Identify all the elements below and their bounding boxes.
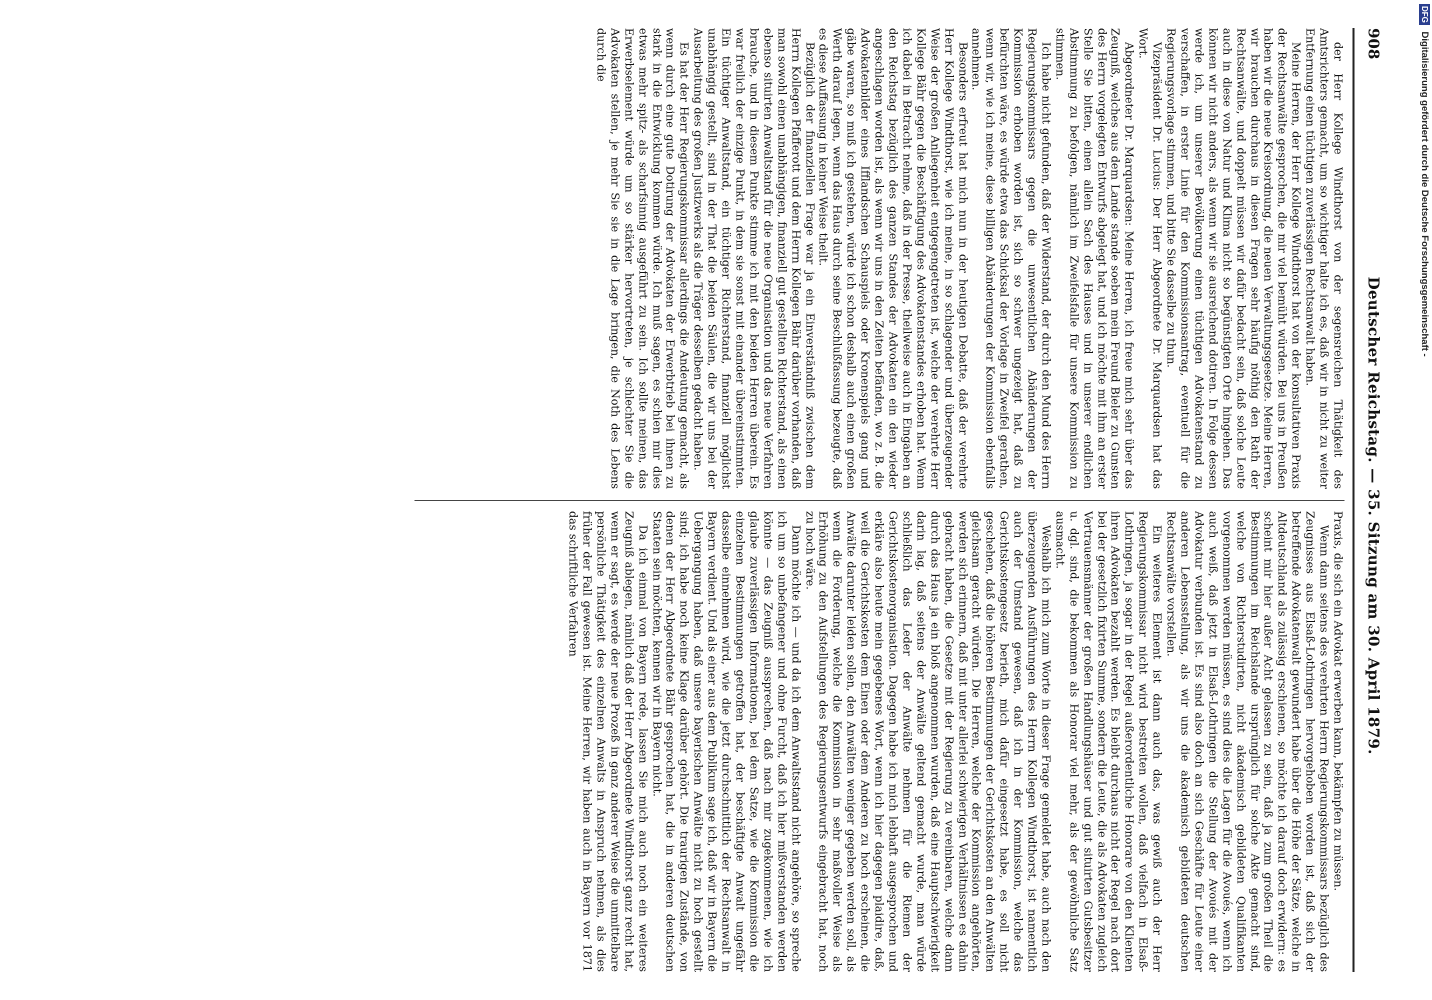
paragraph: Ein weiteres Element ist dann auch das, was gewiß auch der Herr Regierungskommissar nicht wird bestreiten wollen, daß vielfach in Elsaß-Lothringen, ja sogar in der Regel außerordentliche Honorare von den Klienten ihren Advokaten bezahlt werden. Es bleibt durchaus nicht der Regel nach dort bei der gesetzlich fixirten Summe, sondern die Leute, die als Advokaten zugleich Vertrauensmänner der großen Handlungshäuser und gut situirten Gutsbesitzer u. dgl. sind, die bekommen als Honorar viel mehr, als der gewöhnliche Satz ausmacht. [1053, 511, 1164, 972]
paragraph: Weshalb ich mich zum Worte in dieser Frage gemeldet habe, auch nach den überzeugenden Ausführungen des Herrn Kollegen Windthorst, ist namentlich auch der Umstand gewesen, daß ich in der Kommission, welche das Gerichtskostengesetz berieth, mich dafür eingesetzt habe, es soll nicht geschehen, daß die höheren Bestimmungen der Gerichtskosten an den Anwälten gleichsam geracht würden. Die Herren, welche der Kommission angehörten, werden sich erinnern, daß mit unter allerlei schwierigen Verhältnissen es dahin gebracht haben, die Gesetze mit der Regierung zu vereinbaren, welche dann durch das Haus ja ein bloß angenommen wurden, daß eine Hauptschwierigkeit darin lag, daß seitens der Anwälte geltend gemacht wurde, man würde schließlich das Leder der Anwälte nehmen für die Riemen der Gerichtskostenorganisation. Dagegen habe ich mich lebhaft ausgesprochen und erkläre also heute mein gegebenes Wort, wenn ich hier dagegen plaidire, daß, weil die Gerichtskosten dem Einen oder dem Anderen zu hoch erscheinen, die Anwälte darunter leiden sollen, den Anwälten weniger gegeben werden soll, als wenn die Forderung, welche die Kommission in sehr maßvoller Weise als Erhöhung zu den Aufstellungen des Regierungsentwurfs eingebracht hat, noch zu hoch wäre. [803, 511, 1053, 972]
paragraph: Praxis, die sich ein Advokat erwerben kann, bekämpfen zu müssen. [1331, 511, 1345, 891]
credit-sidebar [1416, 0, 1432, 1000]
column-right [415, 511, 1345, 972]
page-header [1353, 28, 1383, 972]
paragraph: der Herr Kollege Windthorst von der segensreichen Thätigkeit des Amtsrichters gemacht, um so wichtiger halte ich es, daß wir in nicht zu weiter Entfernung einen tüchtigen zuverlässigen Rechtsanwalt haben. [1303, 28, 1345, 489]
paragraph: Da ich einmal von Bayern rede, lassen Sie mich auch noch ein weiteres Zeugniß ablegen, nämlich daß der Herr Abgeordnete Windthorst ganz recht hat, wenn er sagt, es werde der neue Prozeß in ganz anderer Weise die unmittelbare persönliche Thätigkeit des einzelnen Anwalts in Anspruch nehmen, als dies früher der Fall gewesen ist. Meine Herren, wir haben auch in Bayern vor 1871 das schriftliche Verfahren [566, 511, 650, 972]
paragraph: Dann möchte ich — und da ich dem Anwaltsstand nicht angehöre, so spreche ich um so unbefangener und ohne Furcht, daß ich hier mißverstanden werden könnte — das Zeugniß aussprechen, daß nach mir zugekommenen, wie ich glaube zuverlässigen Informationen, bei dem Satze, wie die Kommission die einzelnen Bestimmungen getroffen hat, der beschäftigte Anwalt ungefähr dasselbe einnehmen wird, wie die jetzt durchschnittlich der Rechtsanwalt in Bayern verdient. Und als einer aus dem Publikum sage ich, daß wir in Bayern die Uebergangung haben, daß unsere bayerischen Anwälte nicht zu hoch gestellt sind; ich habe noch keine Klage darüber gehört. Die traurigen Zustände, von denen der Herr Abgeordnete Bähr gesprochen hat, die in anderen deutschen Staaten sein möchten, kennen wir in Bayern nicht. [650, 511, 803, 972]
text-columns [415, 28, 1345, 972]
dfg-logo: DFG [1420, 6, 1429, 23]
column-divider [415, 500, 1345, 501]
credit-line: Digitalisierung gefördert durch die Deutsche Forschungsgemeinschaft - [1419, 31, 1430, 357]
paragraph: Ich habe nicht gefunden, daß der Widerstand, der durch den Mund des Herrn Regierungskommissars gegen die unwesentlichen Abänderungen der Kommission erhoben worden ist, sich so schwer ungezeigt hat, daß zu befürchten wäre, es würde etwa das Schicksal der Vorlage in Zweifel gerathen, wenn wir, wie ich meine, diese billigen Abänderungen der Kommission ebenfalls annehmen. [969, 28, 1053, 489]
paragraph: Es hat der Herr Regierungskommissar allerdings die Andeutung gemacht, als wenn durch eine gute Dotirung der Advokaten der Erwerbtrieb bei ihnen zu stark in die Entwicklung kommen würde. Ich muß sagen, es schien mir dies etwas mehr spitz- als scharfsinnig ausgeführt zu sein. Ich sollte meinen, das Erwerbselement würde um so stärker hervortreten, je schlechter Sie die Advokaten stellen, je mehr Sie sie in die Lage bringen, die Noth des Lebens durch die [594, 28, 691, 489]
page-number: 908 [1364, 28, 1383, 60]
paragraph: Vizepräsident Dr. Lucius: Der Herr Abgeordnete Dr. Marquardsen hat das Wort. [1136, 28, 1164, 489]
paragraph: Besonders erfreut hat mich nun in der heutigen Debatte, daß der verehrte Herr Kollege Windthorst, wie ich meine, in so schlagender und überzeugender Weise der großen Anliegenheit entgegengetreten ist, welche der verehrte Herr Kollege Bähr gegen die Beschäftigung des Advokatenstandes erhoben hat. Wenn ich dabei in Betracht nehme, daß in der Presse, theilweise auch in Eingaben an den Reichstag bezüglich des ganzen Standes der Advokaten ein den wieder angeschlagen worden ist, als wenn wir uns in den Zeiten befänden, wo z. B. die Advokatenbilder eines Ifflandschen Schauspiels oder Kronenspiels gang und gäbe waren, so muß ich gestehen, würde ich schon deshalb auch einen großen Werth darauf legen, wenn das Haus durch seine Beschlußfassung bezeugte, daß es diese Auffassung in keiner Weise theilt. [816, 28, 970, 489]
column-left [415, 28, 1345, 489]
paragraph: Bezüglich der finanziellen Frage war ja ein Einverständniß zwischen dem Herrn Kollegen Pfafferott und dem Herrn Kollegen Bähr darüber vorhanden, daß man sowohl einen unabhängigen, finanziell gut gestellten Richterstand, als einen ebenso situirten Anwaltstand für die neue Organisation und das neue Verfahren brauche, und in diesem Punkte stimme ich mit den beiden Herren überein. Es war freilich der einzige Punkt, in dem sie sonst mit einander übereinstimmten. Ein tüchtiger Anwaltstand, ein tüchtiger Richterstand, finanziell möglichst unabhängig gestellt, sind in der That die beiden Säulen, die wir uns bei der Ausarbeitung des großen Justizwerks als die Träger desselben gedacht haben. [691, 28, 817, 489]
paragraph: Wenn dann seitens des verehrten Herrn Regierungskommissars bezüglich des Zeugnisses aus Elsaß-Lothringen hervorgehoben worden ist, daß sich der betreffende Advokatenwalt gewundert habe über die Höhe der Sätze, welche in Altdeutschland als zulässig erschienen, so möchte ich darauf doch erwidern: es scheint mir hier außer Acht gelassen zu sein, daß ja zum großen Theil die Bestimmungen im Reichslande ursprünglich für solche Akte gemacht sind, welche von Richterstudirten, nicht akademisch gebildeten Qualifikanten vorgenommen werden müssen, es sind dies die Lagen für die Avoués, wenn ich auch weiß, daß jetzt in Elsaß-Lothringen die Stellung der Avoués mit der Advokatur verbunden ist. Es sind also doch an sich Geschäfte für Leute einer anderen Lebensstellung, als wir uns die akademisch gebildeten deutschen Rechtsanwälte vorstellen. [1164, 511, 1331, 972]
credit-text [1419, 4, 1430, 357]
newspaper-page [44, 10, 1389, 990]
page-title: Deutscher Reichstag. — 35. Sitzung am 30. April 1879. [1364, 276, 1383, 755]
paragraph: Meine Herren, der Herr Kollege Windthorst hat von der konsultativen Praxis der Rechtsanwälte gesprochen, die mir viel bemüht würden. Bei uns in Preußen haben wir die neue Kreisordnung, die neuen Verwaltungsgesetze. Meine Herren, wir brauchen durchaus in diesen Fragen sehr häufig nöthig den Rath der Rechtsanwälte, und doppelt müssen wir dafür bedacht sein, daß solche Leute auch in diese von Natur und Klima nicht so begünstigten Orte hingehen. Das können wir nicht anders, als wenn wir sie ausreichend dotiren. In Folge dessen werde ich, um unserer Bevölkerung einen tüchtigen Advokatenstand zu verschaffen, in erster Linie für den Kommissionsantrag, eventuell für die Regierungsvorlage stimmen, und bitte Sie dasselbe zu thun. [1164, 28, 1303, 489]
paragraph: Abgeordneter Dr. Marquardsen: Meine Herren, ich freue mich sehr über das Zeugniß, welches aus dem Lande stande soeben mein Freund Bieler zu Gunsten des Herrn vorgelegten Entwurfs abgelegt hat, und ich möchte mit ihm an erster Stelle Sie bitten, einen allein Sach des Hauses und in unserer endlichen Abstimmung zu befolgen, nämlich im Zweifelsfalle für unsere Kommission zu stimmen. [1053, 28, 1136, 489]
